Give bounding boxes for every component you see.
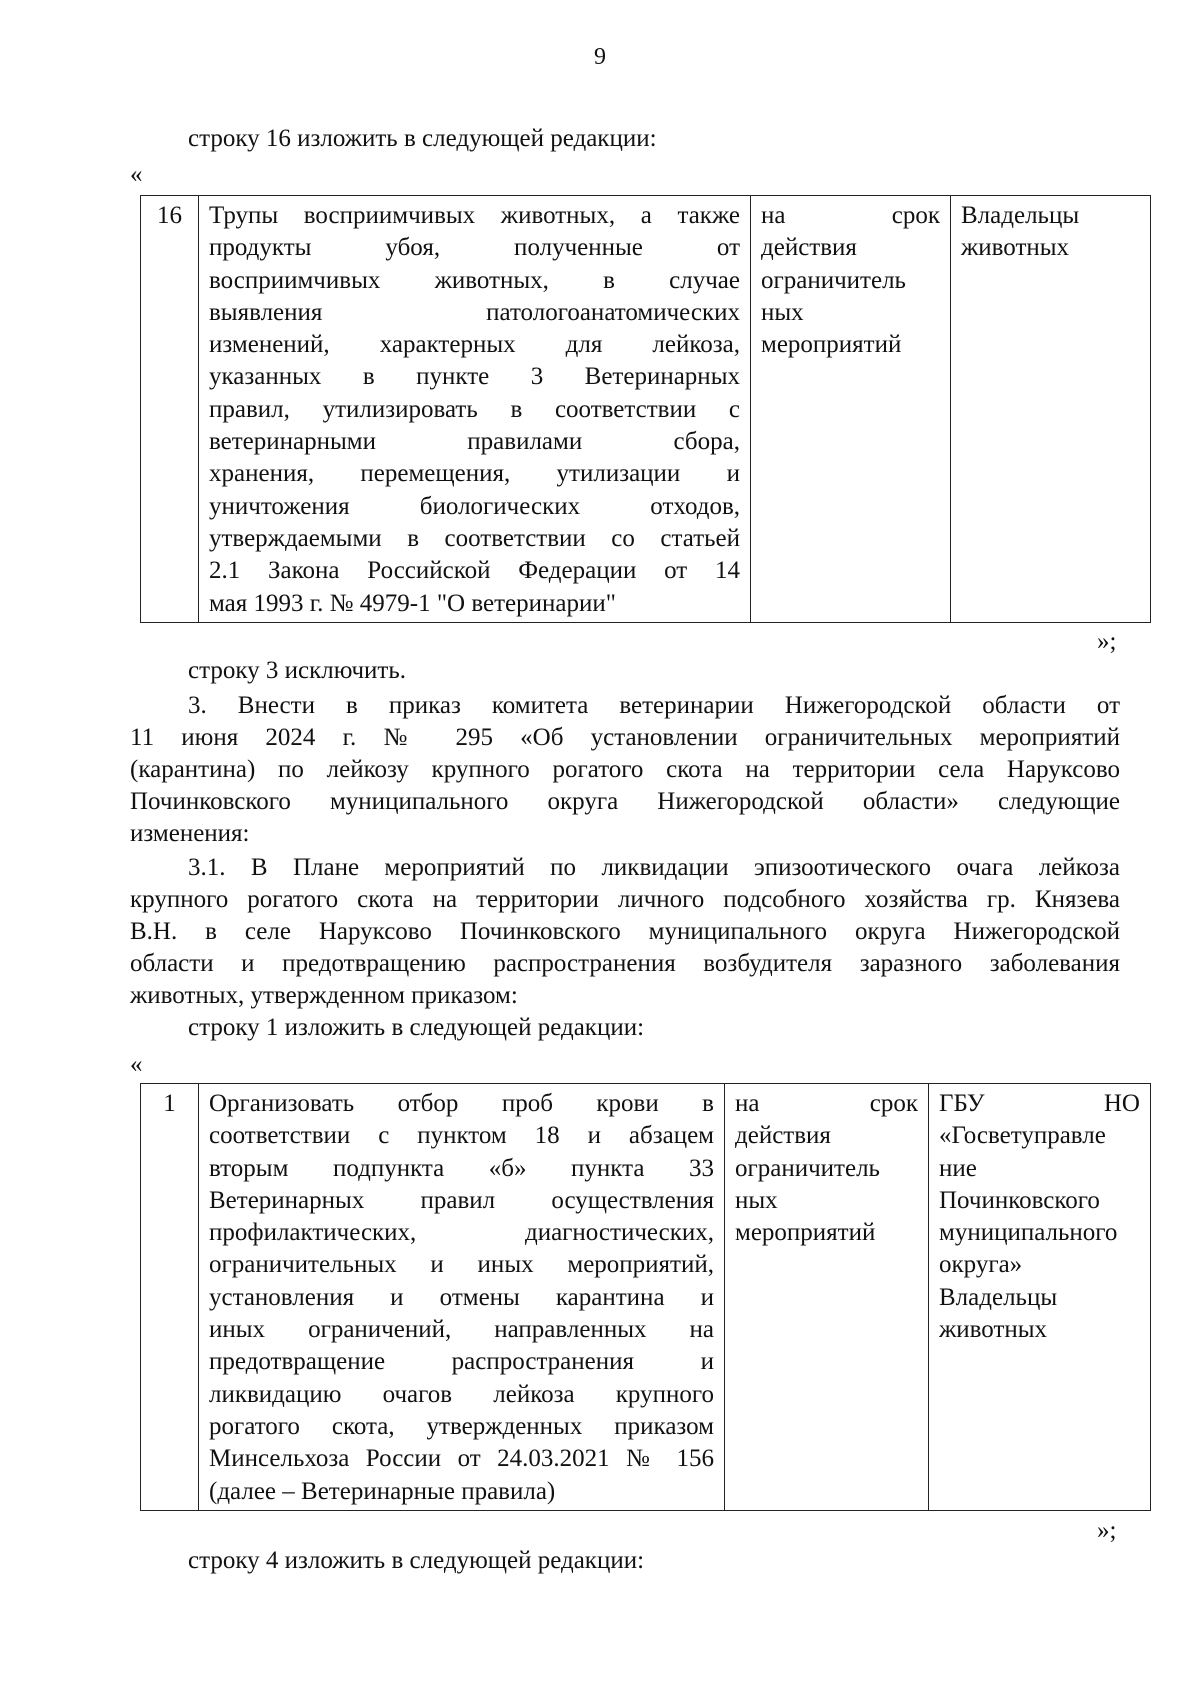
- para3-line: Починковского муниципального округа Нижегородской области» следующие: [130, 788, 1120, 815]
- table-row: [141, 196, 1151, 623]
- para31-line: 3.1. В Плане мероприятий по ликвидации эпизоотического очага лейкоза: [188, 854, 1120, 881]
- description-line: правил, утилизировать в соответствии с: [209, 395, 740, 423]
- responsible-line: ние: [939, 1154, 977, 1182]
- description-line: Ветеринарных правил осуществления: [209, 1186, 714, 1214]
- description-line: указанных в пункте 3 Ветеринарных: [209, 363, 740, 391]
- intro-row16: строку 16 изложить в следующей редакции:: [188, 125, 657, 152]
- term-cell: [751, 196, 951, 623]
- description-line: продукты убоя, полученные от: [209, 234, 740, 262]
- responsible-line: муниципального: [939, 1219, 1118, 1247]
- para3-line: изменения:: [130, 820, 250, 847]
- description-line: установления и отмены карантина и: [209, 1283, 714, 1311]
- responsible-line: округа»: [939, 1251, 1023, 1279]
- row-number-cell: 1: [141, 1084, 199, 1511]
- responsible-line: Владельцы: [939, 1283, 1058, 1311]
- description-line: предотвращение распространения и: [209, 1348, 714, 1376]
- term-line: ограничитель: [735, 1154, 880, 1182]
- table-row16: [140, 195, 1151, 623]
- description-line: восприимчивых животных, в случае: [209, 266, 740, 294]
- intro-row4: строку 4 изложить в следующей редакции:: [188, 1547, 645, 1574]
- intro-row1: строку 1 изложить в следующей редакции:: [188, 1014, 645, 1041]
- row3-excluded: строку 3 исключить.: [188, 657, 406, 684]
- responsible-line: животных: [961, 234, 1070, 262]
- responsible-line: животных: [939, 1316, 1048, 1344]
- description-line: вторым подпункта «б» пункта 33: [209, 1154, 714, 1182]
- description-line: ликвидацию очагов лейкоза крупного: [209, 1380, 714, 1408]
- responsible-line: Владельцы: [961, 202, 1080, 229]
- description-line: иных ограничений, направленных на: [209, 1316, 714, 1344]
- description-line: изменений, характерных для лейкоза,: [209, 331, 740, 359]
- para3-line: (карантина) по лейкозу крупного рогатого скота на территории села Наруксово: [130, 756, 1120, 783]
- term-line: на срок: [761, 202, 940, 229]
- para31-line: крупного рогатого скота на территории личного подсобного хозяйства гр. Князева: [130, 886, 1120, 913]
- description-line: ограничительных и иных мероприятий,: [209, 1251, 714, 1279]
- description-line: Минсельхоза России от 24.03.2021 № 156: [209, 1445, 714, 1473]
- responsible-line: ГБУ НО: [939, 1090, 1140, 1117]
- page-number: 9: [594, 44, 606, 70]
- para31-line: В.Н. в селе Наруксово Починковского муниципального округа Нижегородской: [130, 918, 1120, 945]
- responsible-line: Починковского: [939, 1186, 1100, 1214]
- responsible-line: «Госветуправле: [939, 1122, 1106, 1150]
- description-line: Трупы восприимчивых животных, а также: [209, 202, 740, 229]
- para3-line: 11 июня 2024 г. № 295 «Об установлении ограничительных мероприятий: [130, 724, 1120, 751]
- term-cell: [725, 1084, 929, 1511]
- term-line: на срок: [735, 1090, 918, 1117]
- responsible-cell: [951, 196, 1151, 623]
- description-line: мая 1993 г. № 4979-1 "О ветеринарии": [209, 589, 616, 617]
- description-line: Организовать отбор проб крови в: [209, 1090, 714, 1117]
- term-line: мероприятий: [735, 1219, 876, 1247]
- para3-line: 3. Внести в приказ комитета ветеринарии Нижегородской области от: [188, 692, 1120, 719]
- open-quote-1: «: [130, 161, 143, 188]
- description-cell: [199, 196, 751, 623]
- term-line: ных: [761, 298, 804, 326]
- close-quote-2: »;: [1097, 1517, 1117, 1544]
- description-line: 2.1 Закона Российской Федерации от 14: [209, 557, 740, 585]
- term-line: действия: [761, 234, 857, 262]
- para31-line: области и предотвращению распространения возбудителя заразного заболевания: [130, 950, 1120, 977]
- description-line: (далее – Ветеринарные правила): [209, 1477, 556, 1505]
- description-line: уничтожения биологических отходов,: [209, 492, 740, 520]
- description-line: утверждаемыми в соответствии со статьей: [209, 524, 740, 552]
- description-line: хранения, перемещения, утилизации и: [209, 460, 740, 488]
- term-line: мероприятий: [761, 331, 902, 359]
- term-line: действия: [735, 1122, 831, 1150]
- term-line: ных: [735, 1186, 778, 1214]
- table-row: [141, 1084, 1151, 1511]
- description-line: выявления патологоанатомических: [209, 298, 740, 326]
- close-quote-1: »;: [1097, 628, 1117, 655]
- description-line: профилактических, диагностических,: [209, 1219, 714, 1247]
- description-line: соответствии с пунктом 18 и абзацем: [209, 1122, 714, 1150]
- description-line: рогатого скота, утвержденных приказом: [209, 1412, 714, 1440]
- responsible-cell: [929, 1084, 1151, 1511]
- term-line: ограничитель: [761, 266, 906, 294]
- para31-line: животных, утвержденном приказом:: [130, 982, 518, 1009]
- row-number-cell: 16: [141, 196, 199, 623]
- open-quote-2: «: [130, 1051, 143, 1078]
- description-cell: [199, 1084, 725, 1511]
- table-row1: [140, 1083, 1151, 1511]
- description-line: ветеринарными правилами сбора,: [209, 428, 740, 456]
